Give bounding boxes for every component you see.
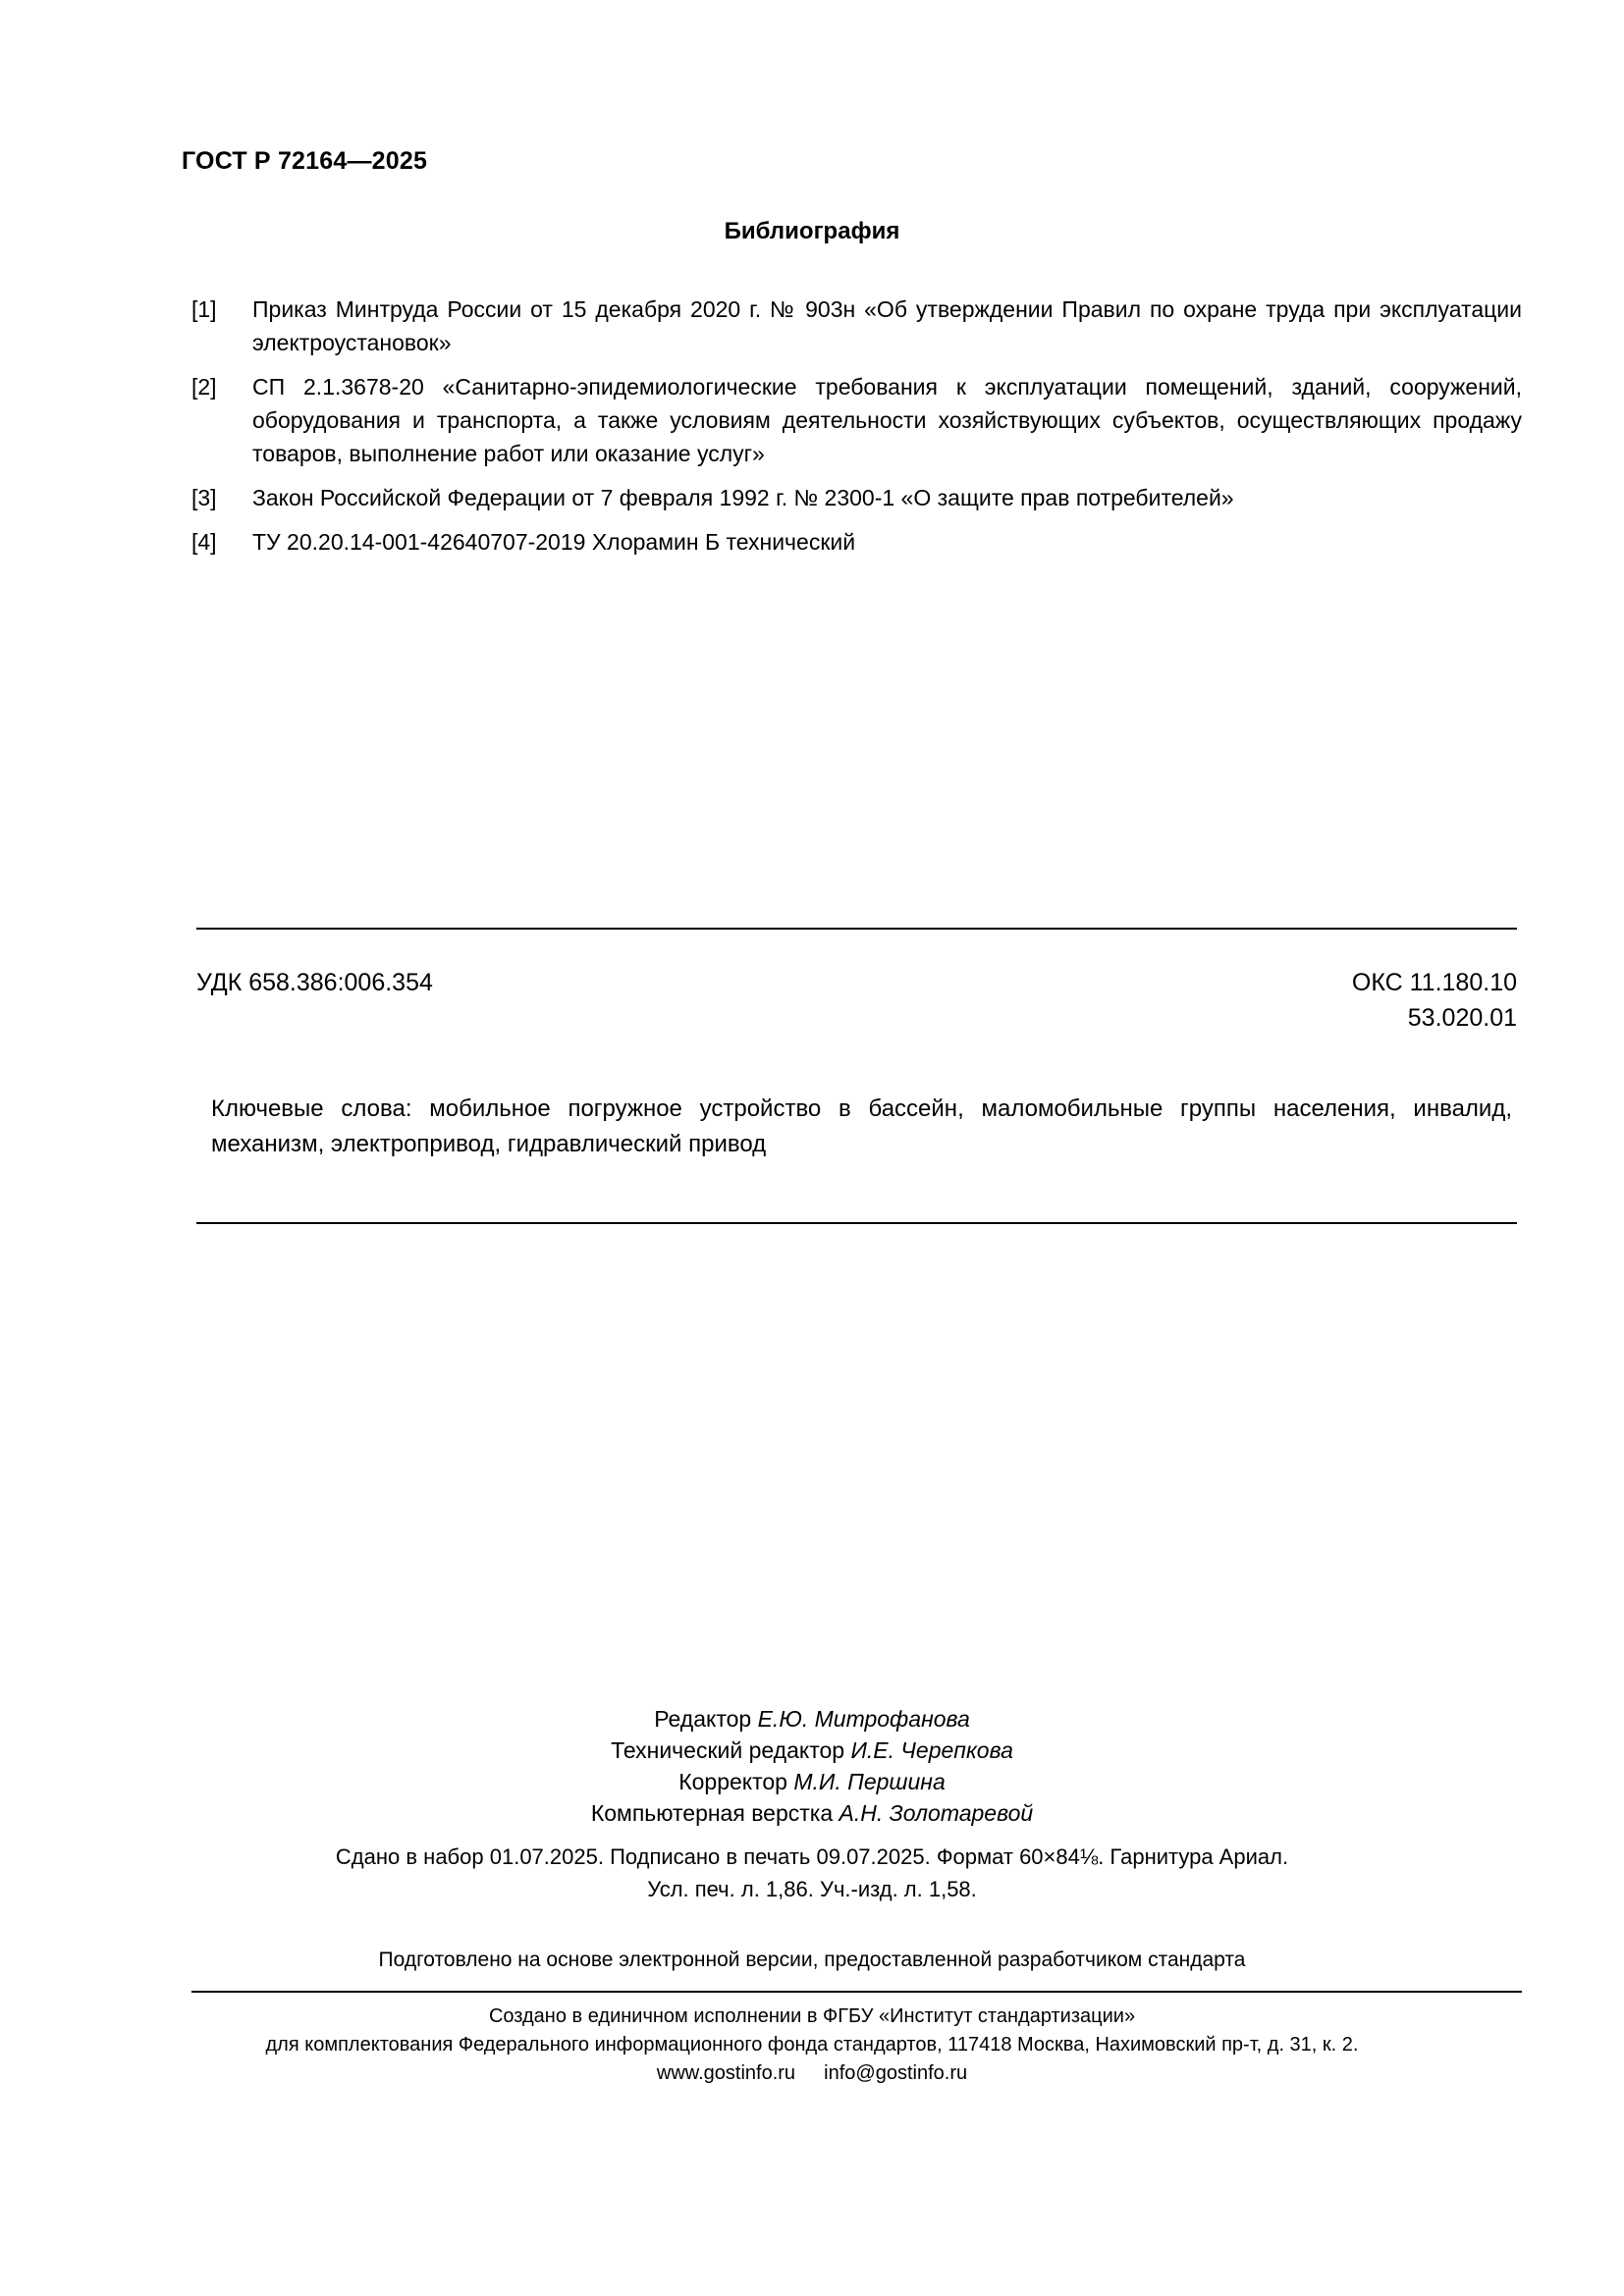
bibliography-entry-text: Закон Российской Федерации от 7 февраля 1992 г. № 2300-1 «О защите прав потребителей» [252,485,1234,510]
credit-editor-role: Редактор [654,1706,752,1732]
bibliography-entry [191,481,1522,514]
bibliography-entry-text: ТУ 20.20.14-001-42640707-2019 Хлорамин Б технический [252,529,856,555]
classification-bottom-rule [196,1222,1517,1224]
bibliography-entry-text: Приказ Минтруда России от 15 декабря 2020 г. № 903н «Об утверждении Правил по охране труда при эксплуатации электроустановок» [252,296,1522,355]
bibliography-heading: Библиография [724,218,900,244]
credit-technical-editor-name: И.Е. Черепкова [850,1737,1013,1763]
bibliography-entry-number: [2] [191,374,217,400]
udk-code: УДК 658.386:006.354 [196,969,433,996]
bibliography-entry [191,525,1522,559]
credit-layout-role: Компьютерная верстка [590,1800,834,1826]
credit-proofreader-name: М.И. Першина [793,1769,946,1794]
credit-layout [0,1797,1624,1829]
credit-technical-editor-role: Технический редактор [611,1737,845,1763]
oks-codes [1352,965,1517,1036]
bibliography-entry-number: [4] [191,529,217,555]
bibliography-entry-number: [1] [191,296,217,322]
classification-top-rule [196,928,1517,930]
print-information-line-1: Сдано в набор 01.07.2025. Подписано в печать 09.07.2025. Формат 60×84⅛. Гарнитура Ариал. [335,1844,1289,1869]
oks-code-primary: ОКС 11.180.10 [1351,969,1517,996]
credit-layout-name: А.Н. Золотаревой [839,1800,1034,1826]
credit-editor-name: Е.Ю. Митрофанова [757,1706,970,1732]
running-header-standard-id: ГОСТ Р 72164—2025 [182,147,428,175]
bibliography-entry-number: [3] [191,485,217,510]
classification-codes-row [196,965,1517,1036]
bibliography-list [191,293,1522,569]
bibliography-entry [191,370,1522,470]
publisher-footer-line-2: для комплектования Федерального информационного фонда стандартов, 117418 Москва, Нахимовский пр-т, д. 31, к. 2. [265,2034,1359,2056]
publisher-email[interactable]: info@gostinfo.ru [824,2062,968,2084]
keywords-paragraph: Ключевые слова: мобильное погружное устройство в бассейн, маломобильные группы населения, инвалид, механизм, электропривод, гидравлический привод [211,1095,1512,1157]
bibliography-entry-text: СП 2.1.3678-20 «Санитарно-эпидемиологические требования к эксплуатации помещений, зданий, сооружений, оборудования и транспорта, а также условиям деятельности хозяйствующих субъектов, осуществляющих продажу товаров, выполнение работ или оказание услуг» [252,374,1522,466]
preparation-note: Подготовлено на основе электронной версии, предоставленной разработчиком стандарта [378,1949,1246,1971]
print-information [0,1841,1624,1905]
credit-technical-editor [0,1735,1624,1766]
oks-code-secondary: 53.020.01 [1407,1004,1517,1032]
bibliography-entry [191,293,1522,359]
publisher-contacts [0,2059,1624,2088]
footer-rule [191,1991,1522,1993]
credit-proofreader [0,1766,1624,1797]
colophon-credits [0,1703,1624,1829]
print-information-line-2: Усл. печ. л. 1,86. Уч.-изд. л. 1,58. [647,1877,977,1901]
credit-proofreader-role: Корректор [678,1769,787,1794]
publisher-website[interactable]: www.gostinfo.ru [656,2062,796,2084]
publisher-footer-line-1: Создано в единичном исполнении в ФГБУ «Институт стандартизации» [488,2005,1136,2027]
publisher-footer [0,2002,1624,2088]
credit-editor [0,1703,1624,1735]
